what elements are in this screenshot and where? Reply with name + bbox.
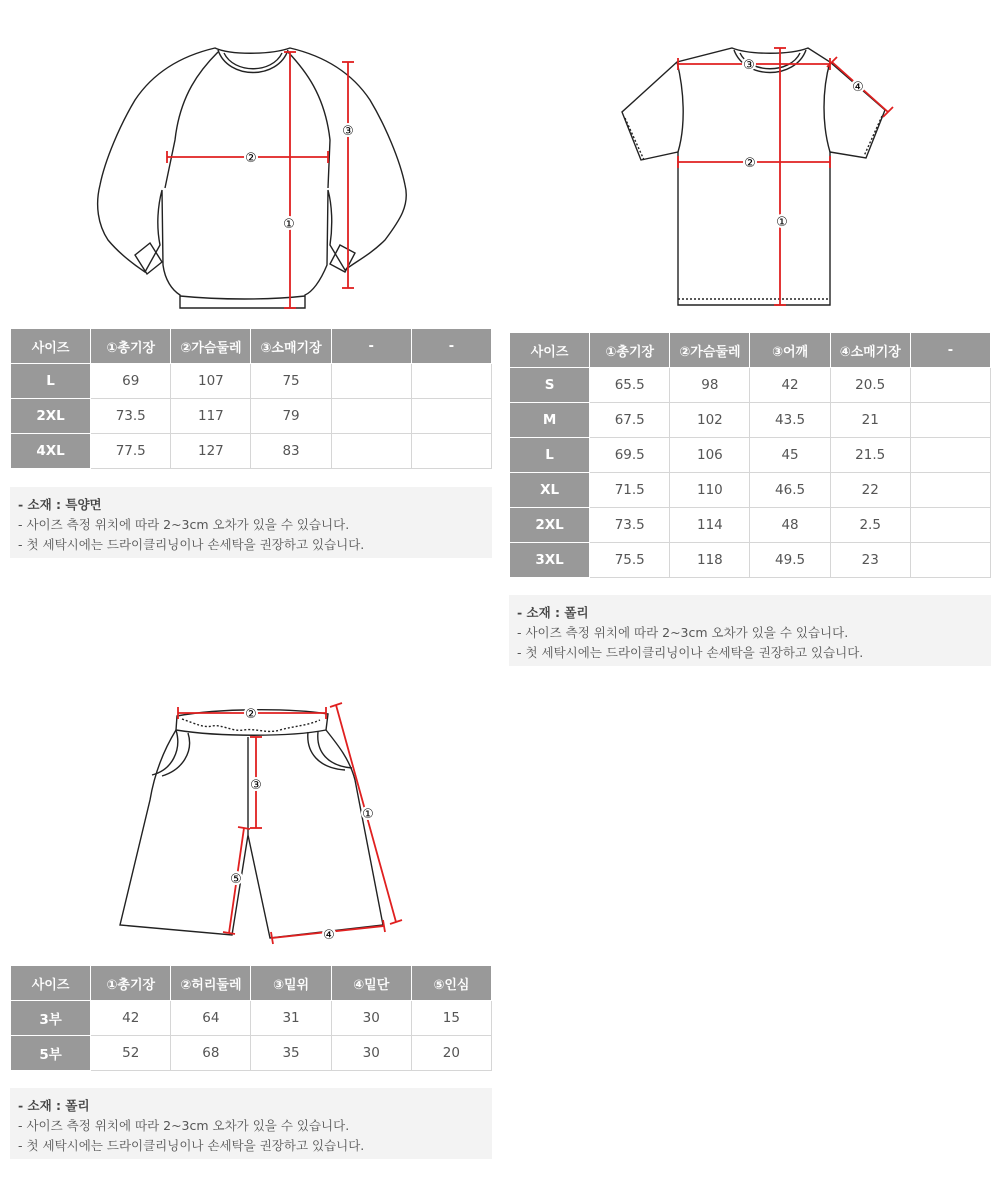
table-row: [11, 399, 492, 434]
table-cell: 118: [670, 543, 750, 578]
table-cell: 22: [830, 473, 910, 508]
table-cell: 79: [251, 399, 331, 434]
marker-4: ④: [323, 928, 335, 943]
column-header: 사이즈: [11, 966, 91, 1001]
table-cell: 73.5: [590, 508, 670, 543]
size-label: 5부: [11, 1036, 91, 1071]
table-cell: 64: [171, 1001, 251, 1036]
material-label: - 소재 : 폴리: [18, 1098, 90, 1113]
table-cell: [910, 438, 990, 473]
marker-2: ②: [245, 707, 257, 722]
size-label: 2XL: [11, 399, 91, 434]
sweatshirt-size-table: [10, 328, 492, 469]
table-row: [510, 403, 991, 438]
table-cell: 77.5: [91, 434, 171, 469]
table-cell: 21.5: [830, 438, 910, 473]
marker-5: ⑤: [230, 872, 242, 887]
table-cell: [910, 543, 990, 578]
column-header: ②허리둘레: [171, 966, 251, 1001]
shorts-note: [10, 1088, 492, 1159]
table-cell: 30: [331, 1036, 411, 1071]
table-cell: 114: [670, 508, 750, 543]
table-cell: [910, 403, 990, 438]
table-row: [510, 543, 991, 578]
size-label: 2XL: [510, 508, 590, 543]
note-line: - 첫 세탁시에는 드라이클리닝이나 손세탁을 권장하고 있습니다.: [18, 537, 365, 552]
table-cell: 102: [670, 403, 750, 438]
table-cell: 45: [750, 438, 830, 473]
size-label: XL: [510, 473, 590, 508]
table-row: [11, 434, 492, 469]
table-cell: [411, 434, 491, 469]
table-cell: 71.5: [590, 473, 670, 508]
table-cell: 46.5: [750, 473, 830, 508]
table-cell: 110: [670, 473, 750, 508]
table-row: [11, 1036, 492, 1071]
marker-3: ③: [743, 58, 755, 73]
tshirt-diagram: [620, 40, 890, 310]
table-cell: 49.5: [750, 543, 830, 578]
marker-3: ③: [250, 778, 262, 793]
table-cell: [331, 434, 411, 469]
table-cell: 15: [411, 1001, 491, 1036]
tshirt-size-table: [509, 332, 991, 578]
table-cell: 69: [91, 364, 171, 399]
column-header: ⑤인심: [411, 966, 491, 1001]
table-row: [510, 368, 991, 403]
table-cell: [331, 364, 411, 399]
marker-4: ④: [852, 80, 864, 95]
table-row: [11, 1001, 492, 1036]
table-cell: 106: [670, 438, 750, 473]
size-label: M: [510, 403, 590, 438]
shorts-size-table: [10, 965, 492, 1071]
table-cell: 75: [251, 364, 331, 399]
table-cell: 21: [830, 403, 910, 438]
marker-1: ①: [362, 807, 374, 822]
table-cell: [910, 473, 990, 508]
size-label: L: [11, 364, 91, 399]
note-line: - 사이즈 측정 위치에 따라 2~3cm 오차가 있을 수 있습니다.: [517, 625, 849, 640]
marker-1: ①: [283, 217, 295, 232]
material-label: - 소재 : 폴리: [517, 605, 589, 620]
table-cell: 67.5: [590, 403, 670, 438]
table-cell: 117: [171, 399, 251, 434]
note-line: - 첫 세탁시에는 드라이클리닝이나 손세탁을 권장하고 있습니다.: [517, 645, 864, 660]
column-header: ④소매기장: [830, 333, 910, 368]
table-cell: 20: [411, 1036, 491, 1071]
table-cell: [910, 508, 990, 543]
marker-2: ②: [744, 156, 756, 171]
size-label: 3부: [11, 1001, 91, 1036]
table-cell: [910, 368, 990, 403]
material-label: - 소재 : 특양면: [18, 497, 102, 512]
table-cell: 35: [251, 1036, 331, 1071]
column-header: -: [411, 329, 491, 364]
column-header: ①총기장: [91, 966, 171, 1001]
column-header: -: [331, 329, 411, 364]
sweatshirt-note: [10, 487, 492, 558]
table-cell: 52: [91, 1036, 171, 1071]
column-header: ③어깨: [750, 333, 830, 368]
table-row: [510, 508, 991, 543]
table-cell: 31: [251, 1001, 331, 1036]
shorts-diagram: [110, 700, 410, 950]
column-header: -: [910, 333, 990, 368]
table-row: [510, 473, 991, 508]
table-cell: 107: [171, 364, 251, 399]
table-cell: 2.5: [830, 508, 910, 543]
size-label: 4XL: [11, 434, 91, 469]
table-cell: 48: [750, 508, 830, 543]
note-line: - 첫 세탁시에는 드라이클리닝이나 손세탁을 권장하고 있습니다.: [18, 1138, 365, 1153]
size-label: 3XL: [510, 543, 590, 578]
table-cell: 75.5: [590, 543, 670, 578]
table-cell: [331, 399, 411, 434]
table-cell: [411, 399, 491, 434]
note-line: - 사이즈 측정 위치에 따라 2~3cm 오차가 있을 수 있습니다.: [18, 1118, 350, 1133]
note-line: - 사이즈 측정 위치에 따라 2~3cm 오차가 있을 수 있습니다.: [18, 517, 350, 532]
table-cell: 69.5: [590, 438, 670, 473]
table-cell: 42: [750, 368, 830, 403]
table-cell: 127: [171, 434, 251, 469]
column-header: ②가슴둘레: [171, 329, 251, 364]
size-label: L: [510, 438, 590, 473]
tshirt-note: [509, 595, 991, 666]
marker-1: ①: [776, 215, 788, 230]
column-header: 사이즈: [11, 329, 91, 364]
column-header: 사이즈: [510, 333, 590, 368]
table-cell: 43.5: [750, 403, 830, 438]
marker-2: ②: [245, 151, 257, 166]
column-header: ④밑단: [331, 966, 411, 1001]
table-cell: [411, 364, 491, 399]
column-header: ③밑위: [251, 966, 331, 1001]
column-header: ②가슴둘레: [670, 333, 750, 368]
table-cell: 98: [670, 368, 750, 403]
table-cell: 73.5: [91, 399, 171, 434]
table-cell: 65.5: [590, 368, 670, 403]
sweatshirt-diagram: [90, 40, 420, 320]
table-cell: 68: [171, 1036, 251, 1071]
table-cell: 83: [251, 434, 331, 469]
size-label: S: [510, 368, 590, 403]
table-cell: 30: [331, 1001, 411, 1036]
table-row: [510, 438, 991, 473]
table-cell: 23: [830, 543, 910, 578]
table-cell: 20.5: [830, 368, 910, 403]
column-header: ③소매기장: [251, 329, 331, 364]
marker-3: ③: [342, 124, 354, 139]
table-row: [11, 364, 492, 399]
column-header: ①총기장: [91, 329, 171, 364]
table-cell: 42: [91, 1001, 171, 1036]
column-header: ①총기장: [590, 333, 670, 368]
